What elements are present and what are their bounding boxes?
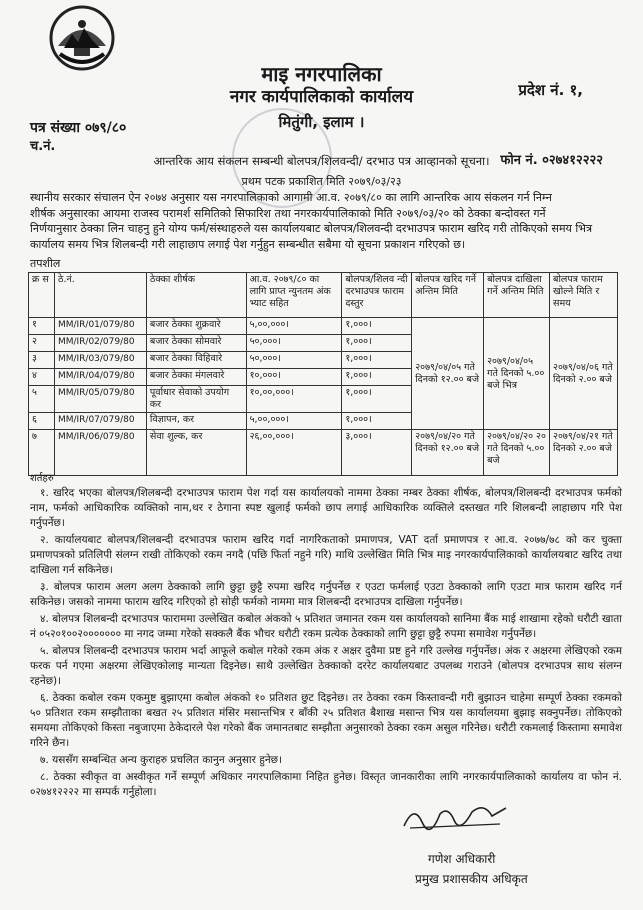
term-item: ३. बोलपत्र फाराम अलग अलग ठेक्काको लागि छुट्टा छुट्टै रुपमा खरिद गर्नुपर्नेछ र एउटा फर्मलाई एउटा ठेक्काको लागि एउटा मात्र फाराम खरिद गर्न सकिनेछ। जसको नाममा फाराम खरिद गरिएको हो सोही फर्मको नाममा मात्र शिलबन्दी दरभाउपत्र दाखिला गर्नुपर्नेछ। bbox=[30, 581, 622, 608]
cell-sn: ५ bbox=[29, 386, 55, 413]
cell-title: विज्ञापन, कर bbox=[146, 413, 246, 430]
cell-open-date-group1: २०७९/०४/०६ गते दिनको २.०० बजे bbox=[550, 318, 618, 430]
term-item: २. कार्यालयबाट बोलपत्र/शिलबन्दी दरभाउपत्र फाराम खरिद गर्दा नागरिकताको प्रमाणपत्र, VAT दर्ता प्रमाणपत्र र आ.व. २०७७/७८ को कर चुक्ता प्रमाणपत्रको प्रतिलिपी संलग्न राखी तोकिएको रकम नगदै (पछि फिर्ता नहुने गरि) माथि उल्लेखित मिति भित्र माइ नगरकार्यपालिकाको कार्यालयबाट खरिद तथा दाखिला गर्न सकिनेछ। bbox=[30, 534, 622, 576]
term-item: ८. ठेक्का स्वीकृत वा अस्वीकृत गर्ने सम्पूर्ण अधिकार नगरपालिकामा निहित हुनेछ। विस्तृत जानकारीका लागि नगरकार्यपालिकाको कार्यालय वा फोन नं. ०२७४१२२२२ मा सम्पर्क गर्नुहोला। bbox=[30, 771, 622, 798]
cell-submit-date-group2: २०७९/०४/२० २० गते दिनको ५.०० बजे bbox=[484, 430, 550, 476]
tender-table bbox=[28, 272, 618, 476]
cell-no: MM/IR/04/079/80 bbox=[54, 369, 146, 386]
cell-sn: २ bbox=[29, 335, 55, 352]
cell-sn: ४ bbox=[29, 369, 55, 386]
cell-amount: ५०,०००। bbox=[246, 335, 342, 352]
signature-image bbox=[400, 800, 510, 832]
cell-fee: १,०००। bbox=[342, 413, 412, 430]
cell-submit-date-group1: २०७९/०४/०५ गते दिनको ५.०० बजे भित्र bbox=[484, 318, 550, 430]
cell-title: सेवा शुल्क, कर bbox=[146, 430, 246, 476]
cell-amount: २६,००,०००। bbox=[246, 430, 342, 476]
table-row bbox=[29, 318, 618, 335]
province-label: प्रदेश नं. १, bbox=[518, 81, 583, 99]
cell-amount: १०,००,०००। bbox=[246, 386, 342, 413]
cell-fee: १,०००। bbox=[342, 386, 412, 413]
cell-buy-date-group1: २०७९/०४/०५ गते दिनको १२.०० बजे bbox=[412, 318, 484, 430]
cell-no: MM/IR/01/079/80 bbox=[54, 318, 146, 335]
col-header-amount: आ.व. २०७९/८० का लागि प्राप्त न्युनतम अंक भ्याट सहित bbox=[246, 273, 342, 318]
publication-date: प्रथम पटक प्रकाशित मिति २०७९/०३/२३ bbox=[241, 175, 402, 188]
table-header-row bbox=[29, 273, 618, 318]
cell-amount: ५,००,०००। bbox=[246, 318, 342, 335]
cell-no: MM/IR/07/079/80 bbox=[54, 413, 146, 430]
col-header-fee: बोलपत्र/शिलव न्दी दरभाउपत्र फाराम दस्तुर bbox=[342, 273, 412, 318]
terms-heading: शर्तहरु bbox=[30, 473, 54, 484]
cell-title: बजार ठेक्का मंगलवारे bbox=[146, 369, 246, 386]
cell-no: MM/IR/02/079/80 bbox=[54, 335, 146, 352]
cell-amount: ५,००,०००। bbox=[246, 413, 342, 430]
col-header-open-date: बोलपत्र फाराम खोल्ने मिति र समय bbox=[550, 273, 618, 318]
term-item: ६. ठेक्का कबोल रकम एकमुष्ट बुझाएमा कबोल अंकको १० प्रतिशत छुट दिइनेछ। तर ठेक्का रकम किस्तावन्दी गरी बुझाउन चाहेमा सम्पूर्ण ठेक्का रकमको ५० प्रतिशत रकम सम्झौताका बखत २५ प्रतिशत मंसिर मसान्तभित्र र बाँकी २५ प्रतिशत बैशाख मसान्त भित्र यस कार्यालयमा बुझाइ सक्नुपर्नेछ। तोकिएको समयमा तोकिएको किस्ता नबुजाएमा ठेकेदारले पेश गरेको बैंक जमानतबाट सम्झौता अनुसारको ठेक्का रकम असुल गरिनेछ। धरौटी रकमलाई किस्तामा समावेश गरिने छैन। bbox=[30, 692, 622, 749]
intro-line: कार्यालय समय भित्र शिलबन्दी गरी लाहाछाप लगाई पेश गर्नुहुन सम्बन्धीत सबैमा यो सूचना प्रकाशन गरिएको छ। bbox=[30, 237, 466, 251]
term-item: ५. बोलपत्र शिलबन्दी दरभाउपत्र फाराम भर्दा आफूले कबोल गरेको रकम अंक र अक्षर दुवैमा प्रष्ट हुने गरि उल्लेख गर्नुपर्नेछ। अंक र अक्षरमा लेखिएको रकम फरक पर्न गएमा अक्षरमा लेखिएकोलाइ मान्यता दिइनेछ। साथै उल्लेखित ठेक्काको दररेट कार्यालयबाट उपलब्ध गराउने (बोलपत्र दरभाउपत्र साथ संलग्न रहनेछ)। bbox=[30, 645, 622, 687]
intro-paragraph bbox=[30, 190, 622, 252]
col-header-buy-date: बोलपत्र खरिद गर्ने अन्तिम मिति bbox=[412, 273, 484, 318]
cell-no: MM/IR/05/079/80 bbox=[54, 386, 146, 413]
cell-sn: ६ bbox=[29, 413, 55, 430]
cell-title: बजार ठेक्का सोमवारे bbox=[146, 335, 246, 352]
cell-fee: १,०००। bbox=[342, 335, 412, 352]
reference-number: पत्र संख्या ०७९/८० bbox=[30, 120, 127, 136]
cell-no: MM/IR/03/079/80 bbox=[54, 352, 146, 369]
cell-open-date-group2: २०७९/०४/२१ गते दिनको २.०० बजे bbox=[550, 430, 618, 476]
col-header-title: ठेक्का शीर्षक bbox=[146, 273, 246, 318]
office-location: मितुंगी, इलाम । bbox=[278, 113, 365, 131]
signatory-name: गणेश अधिकारी bbox=[428, 852, 496, 866]
cell-fee: १,०००। bbox=[342, 352, 412, 369]
dispatch-number: च.नं. bbox=[30, 139, 56, 154]
office-name: नगर कार्यपालिकाको कार्यालय bbox=[229, 87, 414, 107]
cell-amount: १०,०००। bbox=[246, 369, 342, 386]
cell-no: MM/IR/06/079/80 bbox=[54, 430, 146, 476]
cell-buy-date-group2: २०७९/०४/२० गते दिनको १२.०० बजे bbox=[412, 430, 484, 476]
term-item: ४. बोलपत्र शिलबन्दी दरभाउपत्र फाराममा उल्लेखित कबोल अंकको ५ प्रतिशत जमानत रकम यस कार्यालयको सानिमा बैंक माई शाखामा रहेको धरौटी खाता नं ०५२०१००२००००००० मा नगद जम्मा गरेको सक्कलै बैंक भौचर धरौटी रकम प्रत्येक ठेक्काको लागि छुट्टा छुट्टै रुपमा समावेश गर्नुपर्नेछ। bbox=[30, 613, 622, 640]
col-header-sn: क्र स bbox=[29, 273, 55, 318]
cell-sn: ३ bbox=[29, 352, 55, 369]
intro-line: शीर्षक अनुसारका आयमा राजस्व परामर्श समितिको सिफारिश तथा नगरकार्यपालिकाको मिति २०७९/०३/२० को ठेक्का बन्दोवस्त गर्ने bbox=[30, 206, 546, 220]
intro-line: निर्णयानुसार ठेक्का लिन चाहनु हुने योग्य फर्म/संस्थाहरुले यस कार्यालयबाट बोलपत्र/शिलवन्दी दरभाउपत्र फाराम खरिद गरी तोकिएको समय भित्र bbox=[30, 222, 593, 235]
intro-line: स्थानीय सरकार संचालन ऐन २०७४ अनुसार यस नगरपालिकाको आगामी आ.व. २०७९/८० का लागि आन्तरिक आय संकलन गर्न निम्न bbox=[30, 191, 552, 204]
col-header-no: ठे.नं. bbox=[54, 273, 146, 318]
term-item: ७. यससँग सम्बन्धित अन्य कुराहरु प्रचलित कानुन अनुसार हुनेछ। bbox=[40, 754, 283, 766]
cell-sn: १ bbox=[29, 318, 55, 335]
cell-amount: ५०,०००। bbox=[246, 352, 342, 369]
terms-list bbox=[30, 486, 622, 802]
cell-fee: १,०००। bbox=[342, 318, 412, 335]
cell-fee: १,०००। bbox=[342, 369, 412, 386]
cell-title: बजार ठेक्का शुक्रवारे bbox=[146, 318, 246, 335]
notice-title: आन्तरिक आय संकलन सम्बन्धी बोलपत्र/शिलवन्दी/ दरभाउ पत्र आव्हानको सूचना। bbox=[153, 154, 490, 168]
term-item: १. खरिद भएका बोलपत्र/शिलबन्दी दरभाउपत्र फाराम पेश गर्दा यस कार्यालयको नाममा ठेक्का नम्बर ठेक्का शीर्षक, बोलपत्र/शिलबन्दी दरभाउपत्र फर्मको नाम, फर्मको आधिकारिक व्यक्तिको नाम,थर र ठेगाना स्पष्ट खुलाई फर्मको छाप लगाई आधिकारिक व्यक्तिले दस्तखत गरि शिलबन्दी लाहाछाप गरि पेश गर्नुपर्नेछ। bbox=[30, 487, 622, 529]
phone-number: फोन नं. ०२७४१२२२२ bbox=[500, 153, 603, 168]
cell-title: पूर्वाधार सेवाको उपयोग कर bbox=[146, 386, 246, 413]
table-row bbox=[29, 430, 618, 476]
cell-sn: ७ bbox=[29, 430, 55, 476]
table-label: तपशील bbox=[30, 257, 61, 270]
cell-fee: ३,०००। bbox=[342, 430, 412, 476]
col-header-submit-date: बोलपत्र दाखिला गर्ने अन्तिम मिति bbox=[484, 273, 550, 318]
org-name: माइ नगरपालिका bbox=[261, 62, 382, 86]
cell-title: बजार ठेक्का विहिवारे bbox=[146, 352, 246, 369]
signatory-designation: प्रमुख प्रशासकीय अधिकृत bbox=[415, 872, 528, 886]
